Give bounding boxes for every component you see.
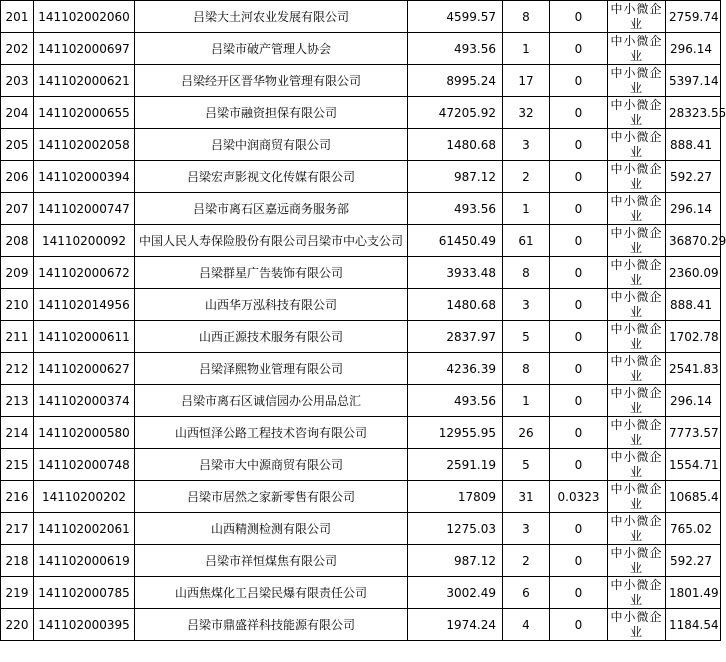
company-name-cell: 吕梁中润商贸有限公司 — [135, 129, 408, 161]
table-row — [1, 33, 721, 65]
rate-cell: 0 — [550, 225, 608, 257]
company-name-cell: 吕梁宏声影视文化传媒有限公司 — [135, 161, 408, 193]
company-name-cell: 吕梁群星广告装饰有限公司 — [135, 257, 408, 289]
amount-cell: 1480.68 — [408, 129, 503, 161]
row-number-cell: 218 — [1, 545, 34, 577]
row-number-cell: 212 — [1, 353, 34, 385]
company-name-cell: 吕梁市破产管理人协会 — [135, 33, 408, 65]
rate-cell: 0 — [550, 417, 608, 449]
unit-code-cell: 141102000619 — [34, 545, 135, 577]
value-cell: 888.41 — [666, 289, 721, 321]
value-cell: 592.27 — [666, 161, 721, 193]
company-name-cell: 山西精测检测有限公司 — [135, 513, 408, 545]
rate-cell: 0 — [550, 321, 608, 353]
enterprise-type-cell: 中小微企业 — [608, 33, 666, 65]
headcount-cell: 2 — [503, 545, 550, 577]
row-number-cell: 205 — [1, 129, 34, 161]
amount-cell: 493.56 — [408, 193, 503, 225]
unit-code-cell: 141102000747 — [34, 193, 135, 225]
headcount-cell: 32 — [503, 97, 550, 129]
amount-cell: 3002.49 — [408, 577, 503, 609]
amount-cell: 17809 — [408, 481, 503, 513]
company-name-cell: 吕梁市祥恒煤焦有限公司 — [135, 545, 408, 577]
headcount-cell: 3 — [503, 129, 550, 161]
headcount-cell: 61 — [503, 225, 550, 257]
company-name-cell: 山西正源技术服务有限公司 — [135, 321, 408, 353]
table-row — [1, 1, 721, 33]
unit-code-cell: 141102000697 — [34, 33, 135, 65]
unit-code-cell: 141102000672 — [34, 257, 135, 289]
headcount-cell: 5 — [503, 321, 550, 353]
rate-cell: 0 — [550, 353, 608, 385]
company-name-cell: 吕梁市大中源商贸有限公司 — [135, 449, 408, 481]
value-cell: 1801.49 — [666, 577, 721, 609]
unit-code-cell: 141102002060 — [34, 1, 135, 33]
amount-cell: 1974.24 — [408, 609, 503, 641]
headcount-cell: 3 — [503, 289, 550, 321]
value-cell: 296.14 — [666, 193, 721, 225]
row-number-cell: 207 — [1, 193, 34, 225]
value-cell: 36870.29 — [666, 225, 721, 257]
unit-code-cell: 141102002061 — [34, 513, 135, 545]
value-cell: 1554.71 — [666, 449, 721, 481]
table-row — [1, 193, 721, 225]
enterprise-type-cell: 中小微企业 — [608, 129, 666, 161]
value-cell: 7773.57 — [666, 417, 721, 449]
row-number-cell: 214 — [1, 417, 34, 449]
headcount-cell: 26 — [503, 417, 550, 449]
row-number-cell: 217 — [1, 513, 34, 545]
company-name-cell: 中国人民人寿保险股份有限公司吕梁市中心支公司 — [135, 225, 408, 257]
value-cell: 296.14 — [666, 33, 721, 65]
company-name-cell: 吕梁市离石区诚信园办公用品总汇 — [135, 385, 408, 417]
value-cell: 296.14 — [666, 385, 721, 417]
company-name-cell: 山西焦煤化工吕梁民爆有限责任公司 — [135, 577, 408, 609]
table-row — [1, 513, 721, 545]
enterprise-type-cell: 中小微企业 — [608, 513, 666, 545]
table-row — [1, 385, 721, 417]
unit-code-cell: 141102000748 — [34, 449, 135, 481]
enterprise-type-cell: 中小微企业 — [608, 225, 666, 257]
value-cell: 2360.09 — [666, 257, 721, 289]
company-name-cell: 吕梁市离石区嘉远商务服务部 — [135, 193, 408, 225]
table-row — [1, 129, 721, 161]
row-number-cell: 206 — [1, 161, 34, 193]
rate-cell: 0 — [550, 65, 608, 97]
table-row — [1, 289, 721, 321]
enterprise-type-cell: 中小微企业 — [608, 545, 666, 577]
amount-cell: 493.56 — [408, 385, 503, 417]
enterprise-type-cell: 中小微企业 — [608, 289, 666, 321]
company-name-cell: 吕梁大土河农业发展有限公司 — [135, 1, 408, 33]
amount-cell: 47205.92 — [408, 97, 503, 129]
table-row — [1, 449, 721, 481]
company-name-cell: 山西华万泓科技有限公司 — [135, 289, 408, 321]
enterprise-type-cell: 中小微企业 — [608, 481, 666, 513]
row-number-cell: 208 — [1, 225, 34, 257]
unit-code-cell: 141102000394 — [34, 161, 135, 193]
value-cell: 888.41 — [666, 129, 721, 161]
table-row — [1, 161, 721, 193]
headcount-cell: 5 — [503, 449, 550, 481]
rate-cell: 0.0323 — [550, 481, 608, 513]
unit-code-cell: 141102014956 — [34, 289, 135, 321]
rate-cell: 0 — [550, 129, 608, 161]
row-number-cell: 209 — [1, 257, 34, 289]
company-name-cell: 吕梁市居然之家新零售有限公司 — [135, 481, 408, 513]
company-name-cell: 吕梁经开区晋华物业管理有限公司 — [135, 65, 408, 97]
amount-cell: 61450.49 — [408, 225, 503, 257]
rate-cell: 0 — [550, 1, 608, 33]
unit-code-cell: 141102000580 — [34, 417, 135, 449]
row-number-cell: 204 — [1, 97, 34, 129]
amount-cell: 2837.97 — [408, 321, 503, 353]
unit-code-cell: 141102000655 — [34, 97, 135, 129]
headcount-cell: 6 — [503, 577, 550, 609]
table-row — [1, 65, 721, 97]
rate-cell: 0 — [550, 289, 608, 321]
unit-code-cell: 14110200202 — [34, 481, 135, 513]
row-number-cell: 203 — [1, 65, 34, 97]
row-number-cell: 202 — [1, 33, 34, 65]
rate-cell: 0 — [550, 577, 608, 609]
unit-code-cell: 141102000395 — [34, 609, 135, 641]
headcount-cell: 1 — [503, 385, 550, 417]
company-name-cell: 吕梁市鼎盛祥科技能源有限公司 — [135, 609, 408, 641]
unit-code-cell: 141102000621 — [34, 65, 135, 97]
headcount-cell: 17 — [503, 65, 550, 97]
table-row — [1, 577, 721, 609]
row-number-cell: 215 — [1, 449, 34, 481]
table-row — [1, 481, 721, 513]
unit-code-cell: 141102002058 — [34, 129, 135, 161]
enterprise-type-cell: 中小微企业 — [608, 449, 666, 481]
rate-cell: 0 — [550, 257, 608, 289]
value-cell: 2759.74 — [666, 1, 721, 33]
rate-cell: 0 — [550, 193, 608, 225]
headcount-cell: 2 — [503, 161, 550, 193]
value-cell: 10685.4 — [666, 481, 721, 513]
headcount-cell: 1 — [503, 33, 550, 65]
unit-code-cell: 141102000785 — [34, 577, 135, 609]
rate-cell: 0 — [550, 609, 608, 641]
amount-cell: 493.56 — [408, 33, 503, 65]
enterprise-type-cell: 中小微企业 — [608, 385, 666, 417]
enterprise-type-cell: 中小微企业 — [608, 65, 666, 97]
enterprise-type-cell: 中小微企业 — [608, 609, 666, 641]
value-cell: 1702.78 — [666, 321, 721, 353]
amount-cell: 8995.24 — [408, 65, 503, 97]
table-row — [1, 417, 721, 449]
rate-cell: 0 — [550, 33, 608, 65]
row-number-cell: 210 — [1, 289, 34, 321]
headcount-cell: 8 — [503, 353, 550, 385]
rate-cell: 0 — [550, 97, 608, 129]
table-row — [1, 97, 721, 129]
rate-cell: 0 — [550, 161, 608, 193]
value-cell: 765.02 — [666, 513, 721, 545]
table-row — [1, 609, 721, 641]
value-cell: 28323.55 — [666, 97, 721, 129]
enterprise-type-cell: 中小微企业 — [608, 193, 666, 225]
amount-cell: 1480.68 — [408, 289, 503, 321]
headcount-cell: 31 — [503, 481, 550, 513]
enterprise-type-cell: 中小微企业 — [608, 417, 666, 449]
row-number-cell: 220 — [1, 609, 34, 641]
amount-cell: 987.12 — [408, 161, 503, 193]
table-body — [1, 1, 726, 641]
amount-cell: 1275.03 — [408, 513, 503, 545]
enterprise-type-cell: 中小微企业 — [608, 577, 666, 609]
row-number-cell: 213 — [1, 385, 34, 417]
unit-code-cell: 141102000627 — [34, 353, 135, 385]
enterprise-type-cell: 中小微企业 — [608, 161, 666, 193]
table-row — [1, 257, 721, 289]
amount-cell: 12955.95 — [408, 417, 503, 449]
table-row — [1, 225, 721, 257]
unit-code-cell: 14110200092 — [34, 225, 135, 257]
table-row — [1, 353, 721, 385]
row-number-cell: 219 — [1, 577, 34, 609]
enterprise-type-cell: 中小微企业 — [608, 353, 666, 385]
rate-cell: 0 — [550, 385, 608, 417]
enterprise-type-cell: 中小微企业 — [608, 1, 666, 33]
table-row — [1, 321, 721, 353]
company-name-cell: 吕梁市融资担保有限公司 — [135, 97, 408, 129]
table-row — [1, 545, 721, 577]
amount-cell: 4599.57 — [408, 1, 503, 33]
enterprise-type-cell: 中小微企业 — [608, 97, 666, 129]
enterprise-type-cell: 中小微企业 — [608, 321, 666, 353]
amount-cell: 2591.19 — [408, 449, 503, 481]
unit-code-cell: 141102000611 — [34, 321, 135, 353]
amount-cell: 4236.39 — [408, 353, 503, 385]
rate-cell: 0 — [550, 545, 608, 577]
value-cell: 5397.14 — [666, 65, 721, 97]
headcount-cell: 8 — [503, 257, 550, 289]
amount-cell: 3933.48 — [408, 257, 503, 289]
company-name-cell: 吕梁泽熙物业管理有限公司 — [135, 353, 408, 385]
rate-cell: 0 — [550, 449, 608, 481]
amount-cell: 987.12 — [408, 545, 503, 577]
headcount-cell: 8 — [503, 1, 550, 33]
row-number-cell: 201 — [1, 1, 34, 33]
row-number-cell: 211 — [1, 321, 34, 353]
row-number-cell: 216 — [1, 481, 34, 513]
headcount-cell: 1 — [503, 193, 550, 225]
headcount-cell: 4 — [503, 609, 550, 641]
rate-cell: 0 — [550, 513, 608, 545]
headcount-cell: 3 — [503, 513, 550, 545]
company-name-cell: 山西恒泽公路工程技术咨询有限公司 — [135, 417, 408, 449]
enterprise-type-cell: 中小微企业 — [608, 257, 666, 289]
value-cell: 2541.83 — [666, 353, 721, 385]
unit-code-cell: 141102000374 — [34, 385, 135, 417]
value-cell: 592.27 — [666, 545, 721, 577]
value-cell: 1184.54 — [666, 609, 721, 641]
